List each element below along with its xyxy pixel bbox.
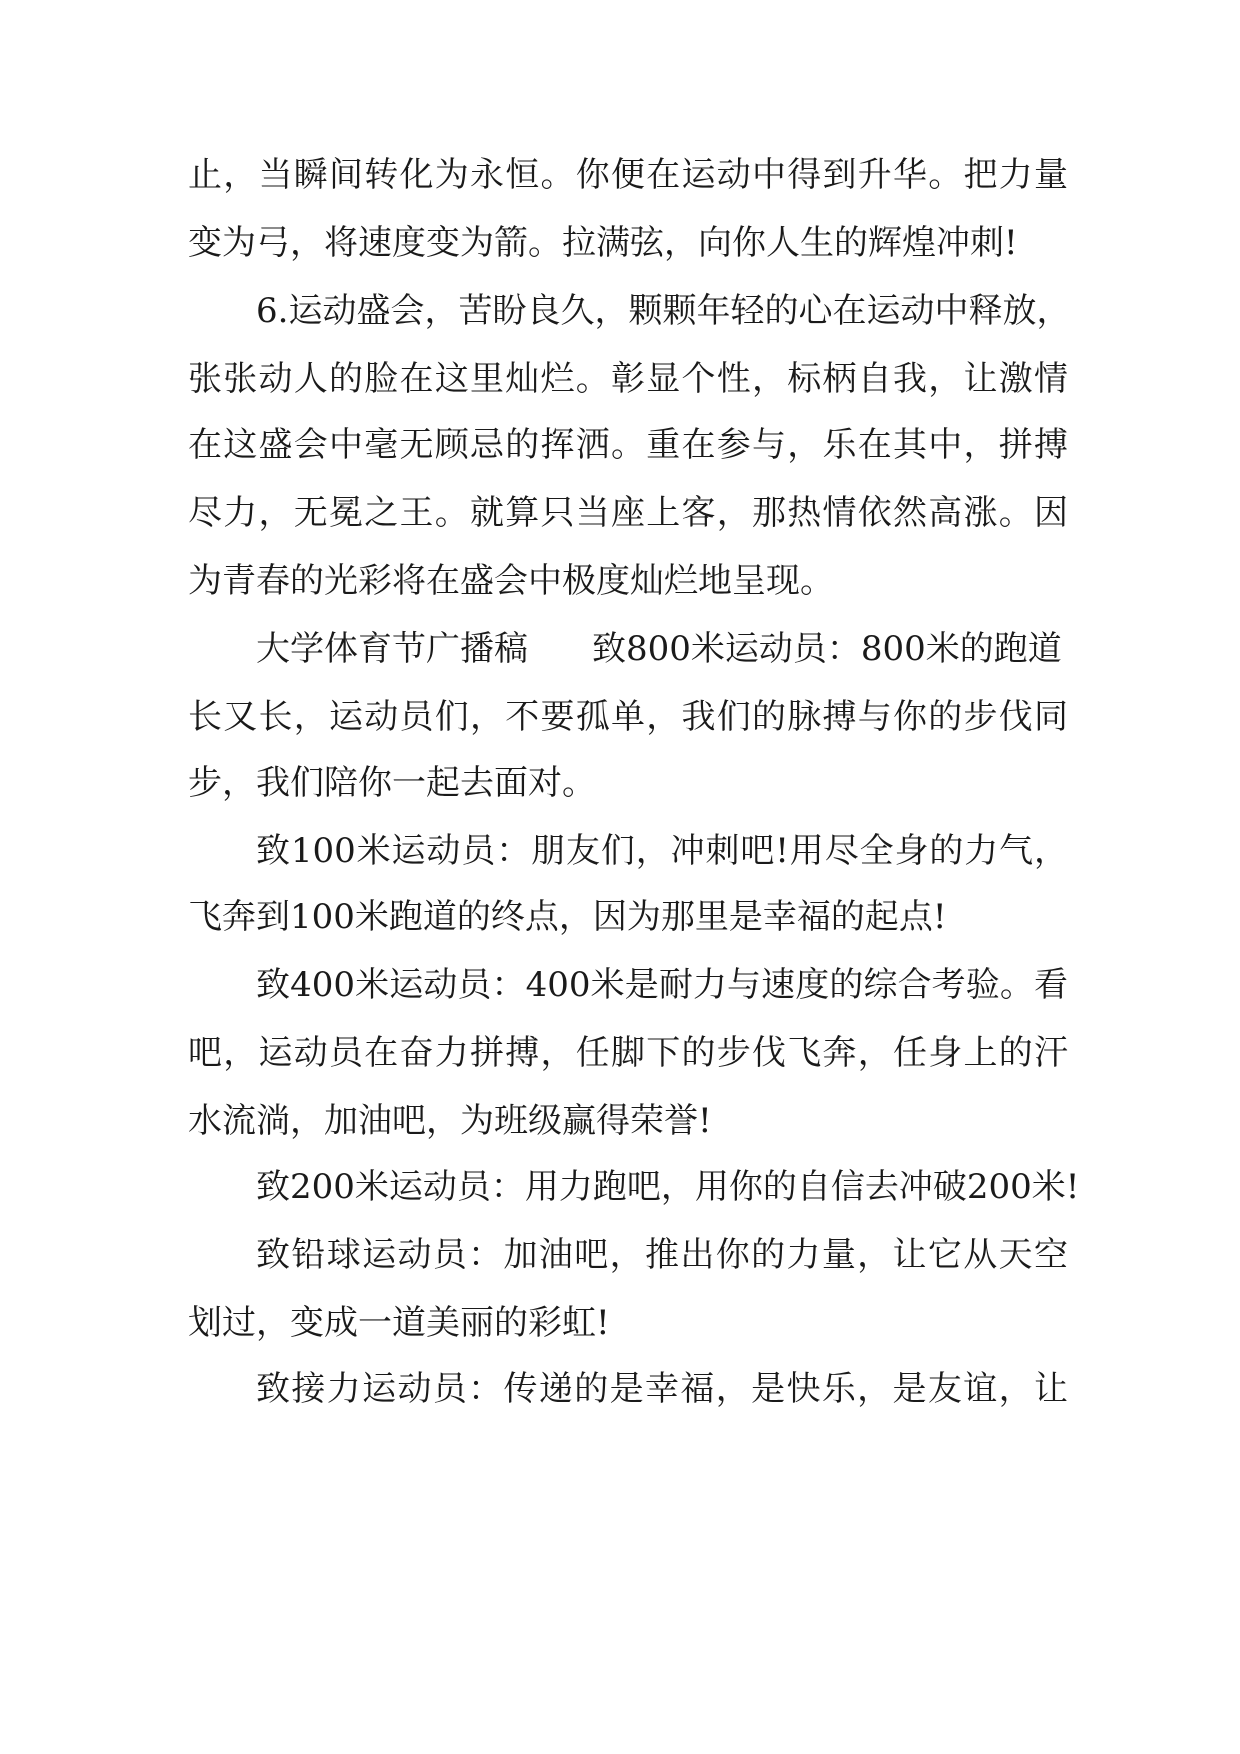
text-line: 吧，运动员在奋力拼搏，任脚下的步伐飞奔，任身上的汗 [188,1033,1068,1073]
text-line: 止，当瞬间转化为永恒。你便在运动中得到升华。把力量 [188,155,1068,195]
text-line: 步，我们陪你一起去面对。 [188,763,596,803]
text-line: 划过，变成一道美丽的彩虹! [188,1303,610,1343]
text-line: 尽力，无冕之王。就算只当座上客，那热情依然高涨。因 [188,493,1068,533]
text-line: 致接力运动员：传递的是幸福，是快乐，是友谊，让 [256,1369,1068,1409]
text-line: 飞奔到100米跑道的终点，因为那里是幸福的起点! [188,897,947,937]
heading-continuation: 致800米运动员：800米的跑道 [592,629,1062,669]
text-line: 6.运动盛会，苦盼良久，颗颗年轻的心在运动中释放， [256,291,1071,331]
text-line: 长又长，运动员们，不要孤单，我们的脉搏与你的步伐同 [188,697,1068,737]
text-line-heading [188,624,1068,674]
text-line: 致200米运动员：用力跑吧，用你的自信去冲破200米! [256,1167,1080,1207]
text-line: 为青春的光彩将在盛会中极度灿烂地呈现。 [188,561,834,601]
text-line: 在这盛会中毫无顾忌的挥洒。重在参与，乐在其中，拼搏 [188,425,1068,465]
text-line: 致100米运动员：朋友们，冲刺吧!用尽全身的力气， [256,831,1068,871]
text-line: 变为弓，将速度变为箭。拉满弦，向你人生的辉煌冲刺! [188,223,1018,263]
text-line: 致铅球运动员：加油吧，推出你的力量，让它从天空 [256,1235,1068,1275]
text-line: 张张动人的脸在这里灿烂。彰显个性，标柄自我，让激情 [188,359,1068,399]
text-line: 水流淌，加油吧，为班级赢得荣誉! [188,1101,712,1141]
text-line: 致400米运动员：400米是耐力与速度的综合考验。看 [256,965,1068,1005]
heading-text: 大学体育节广播稿 [256,629,528,669]
